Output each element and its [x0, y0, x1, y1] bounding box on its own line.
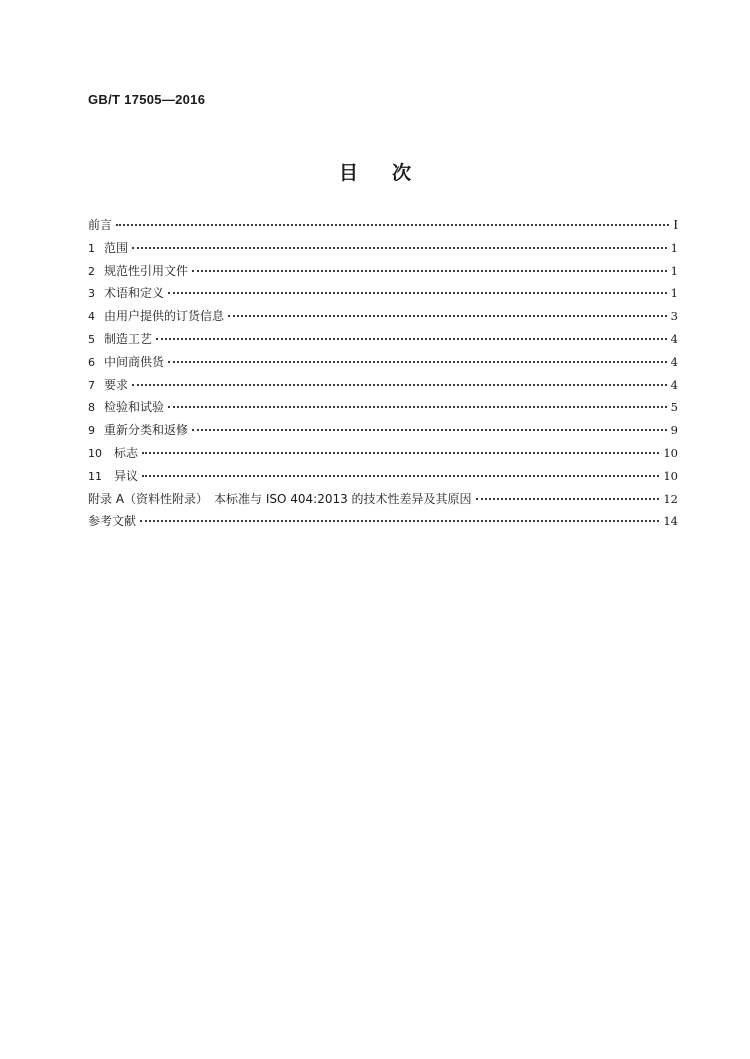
- toc-item-label: 前言: [88, 218, 113, 232]
- toc-item-page: 1: [670, 286, 678, 301]
- toc-leader-dots: [132, 247, 667, 249]
- toc-item-label: 术语和定义: [104, 286, 165, 301]
- toc-item-number: 11: [88, 469, 102, 483]
- toc-item-number: 5: [88, 332, 95, 346]
- toc-leader-dots: [132, 384, 667, 386]
- toc-item-label: 参考文献: [88, 514, 137, 529]
- toc-item-label: 由用户提供的订货信息: [104, 309, 225, 324]
- toc-item-number: 1: [88, 241, 95, 255]
- toc-item-page: 12: [663, 491, 678, 506]
- toc-item-annex-a[interactable]: [88, 490, 678, 513]
- toc-leader-dots: [140, 520, 659, 522]
- toc-leader-dots: [168, 292, 667, 294]
- toc-item-number: 7: [88, 378, 95, 392]
- toc-item-label: 制造工艺: [104, 331, 153, 346]
- toc-item-terms-definitions[interactable]: [88, 284, 678, 307]
- toc-item-number: 8: [88, 401, 95, 415]
- toc-item-page: 3: [670, 309, 678, 324]
- toc-item-label: 异议: [114, 468, 139, 483]
- toc-item-ordering-information[interactable]: [88, 307, 678, 330]
- toc-item-foreword[interactable]: [88, 216, 678, 239]
- toc-leader-dots: [168, 406, 667, 408]
- toc-item-label: 标志: [114, 445, 139, 460]
- toc-leader-dots: [168, 361, 667, 363]
- toc-item-page: 1: [670, 240, 678, 255]
- toc-item-number: 3: [88, 287, 95, 301]
- toc-item-page: 10: [663, 445, 678, 460]
- toc-item-scope[interactable]: [88, 239, 678, 262]
- toc-item-page: 5: [670, 400, 678, 415]
- toc-item-page: 4: [670, 331, 678, 346]
- toc-item-page: I: [673, 218, 678, 233]
- toc-item-label: 重新分类和返修: [104, 423, 189, 438]
- toc-item-bibliography[interactable]: [88, 512, 678, 535]
- toc-leader-dots: [142, 475, 659, 477]
- toc-item-label: 附录 A（资料性附录） 本标准与 ISO 404:2013 的技术性差异及其原因: [88, 491, 472, 506]
- toc-leader-dots: [192, 429, 667, 431]
- toc-item-page: 1: [670, 263, 678, 278]
- toc-item-reclassification-rework[interactable]: [88, 421, 678, 444]
- toc-item-number: 10: [88, 446, 102, 460]
- toc-item-objections[interactable]: [88, 467, 678, 490]
- toc-item-label: 中间商供货: [104, 354, 165, 369]
- toc-item-number: 9: [88, 424, 95, 438]
- toc-item-number: 4: [88, 310, 95, 324]
- toc-item-intermediary-supply[interactable]: [88, 353, 678, 376]
- toc-item-inspection-testing[interactable]: [88, 398, 678, 421]
- toc-item-page: 10: [663, 468, 678, 483]
- table-of-contents: [88, 216, 678, 535]
- toc-item-manufacturing-process[interactable]: [88, 330, 678, 353]
- toc-item-page: 4: [670, 377, 678, 392]
- toc-item-label: 要求: [104, 377, 129, 392]
- toc-leader-dots: [192, 270, 667, 272]
- toc-item-number: 6: [88, 355, 95, 369]
- toc-item-label: 检验和试验: [104, 400, 165, 415]
- toc-item-page: 4: [670, 354, 678, 369]
- toc-leader-dots: [142, 452, 659, 454]
- toc-item-number: 2: [88, 264, 95, 278]
- toc-item-label: 规范性引用文件: [104, 263, 189, 278]
- toc-item-page: 14: [663, 514, 678, 529]
- toc-item-page: 9: [670, 423, 678, 438]
- toc-item-label: 范围: [104, 240, 129, 255]
- toc-leader-dots: [228, 315, 667, 317]
- page-title: 目次: [338, 162, 445, 184]
- toc-leader-dots: [476, 498, 660, 500]
- toc-item-normative-references[interactable]: [88, 262, 678, 285]
- toc-leader-dots: [116, 224, 669, 226]
- document-code: GB/T 17505—2016: [88, 92, 206, 107]
- toc-item-marking[interactable]: [88, 444, 678, 467]
- toc-leader-dots: [156, 338, 667, 340]
- toc-item-requirements[interactable]: [88, 376, 678, 399]
